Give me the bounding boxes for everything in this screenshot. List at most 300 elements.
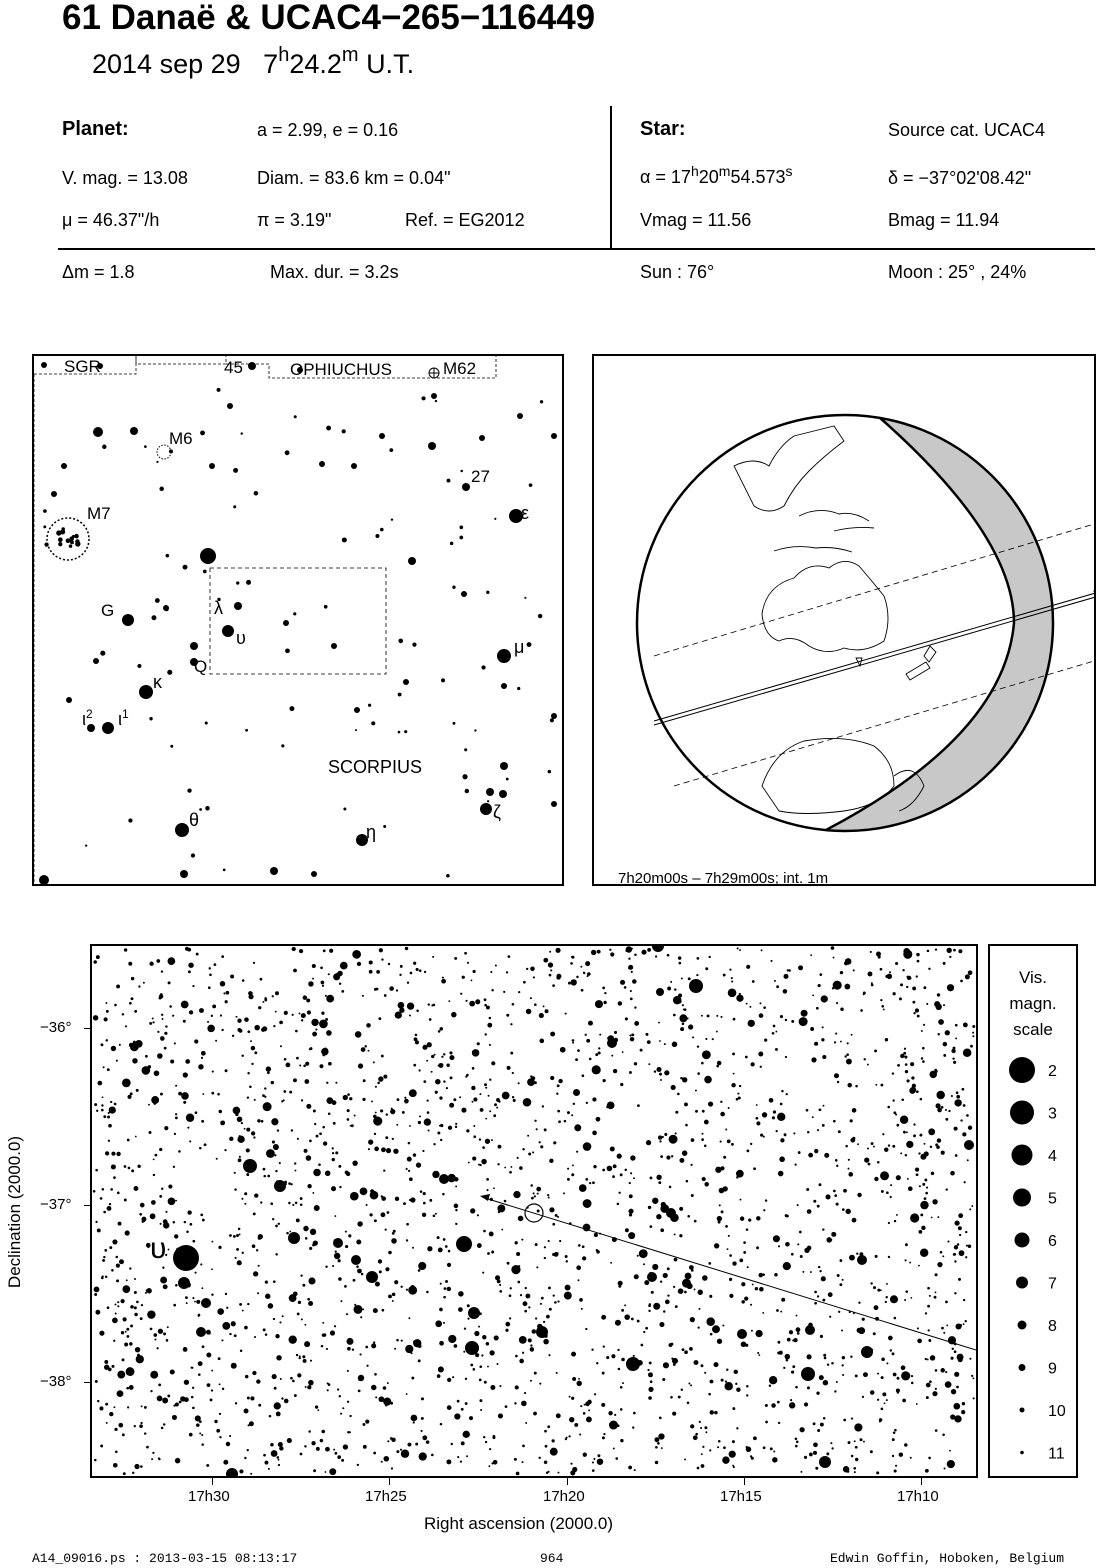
chart-star xyxy=(499,1385,501,1387)
chart-star xyxy=(681,977,683,979)
chart-star xyxy=(900,1116,908,1124)
chart-star xyxy=(942,1255,944,1257)
chart-star xyxy=(548,1197,550,1199)
finder-star xyxy=(464,748,467,751)
chart-star xyxy=(813,1451,817,1455)
chart-star xyxy=(634,1062,637,1065)
chart-star xyxy=(387,1382,389,1384)
chart-star xyxy=(655,1461,658,1464)
chart-star xyxy=(847,1083,852,1088)
chart-star xyxy=(572,1164,574,1166)
chart-star xyxy=(434,1054,436,1056)
chart-star xyxy=(473,1368,476,1371)
chart-star xyxy=(702,1446,704,1448)
chart-star xyxy=(322,1126,325,1129)
chart-star xyxy=(142,1066,151,1075)
chart-star xyxy=(916,1090,919,1093)
chart-star xyxy=(839,1259,842,1262)
chart-star xyxy=(953,949,956,952)
chart-star xyxy=(570,1470,575,1475)
finder-star xyxy=(446,874,450,878)
chart-star xyxy=(962,1088,965,1091)
chart-star xyxy=(534,1081,537,1084)
finder-star xyxy=(43,509,47,513)
chart-star xyxy=(773,1235,780,1242)
chart-star xyxy=(507,1066,511,1070)
chart-star xyxy=(295,1030,298,1033)
chart-star xyxy=(316,1447,320,1451)
chart-star xyxy=(426,1291,429,1294)
chart-star xyxy=(219,1383,221,1385)
chart-star xyxy=(387,1440,389,1442)
chart-star xyxy=(873,1146,875,1148)
chart-star xyxy=(952,1057,954,1059)
chart-star xyxy=(281,1100,283,1102)
y-tick: −38° xyxy=(40,1373,72,1390)
chart-star xyxy=(445,1280,448,1283)
chart-star xyxy=(304,1324,306,1326)
chart-star xyxy=(851,1417,853,1419)
chart-star xyxy=(378,1259,382,1263)
chart-star xyxy=(95,1169,98,1172)
chart-star xyxy=(697,957,700,960)
chart-star xyxy=(312,964,316,968)
chart-star xyxy=(886,1399,888,1401)
chart-star xyxy=(593,1165,596,1168)
finder-star xyxy=(529,483,533,487)
finder-star xyxy=(69,544,73,548)
chart-star xyxy=(173,1304,176,1307)
chart-star xyxy=(832,987,834,989)
chart-star xyxy=(550,969,552,971)
finder-star xyxy=(441,678,445,682)
chart-star xyxy=(237,1019,241,1023)
chart-star xyxy=(735,1383,737,1385)
finder-chart xyxy=(32,354,564,886)
chart-star xyxy=(620,1439,623,1442)
chart-star xyxy=(321,1345,324,1348)
chart-star xyxy=(936,1103,941,1108)
chart-star xyxy=(739,1259,743,1263)
chart-star xyxy=(910,1213,919,1222)
chart-star xyxy=(515,1355,518,1358)
finder-star xyxy=(156,461,158,463)
chart-star xyxy=(278,1464,280,1466)
chart-star xyxy=(198,1064,203,1069)
chart-star xyxy=(288,1202,291,1205)
chart-star xyxy=(628,1209,633,1214)
chart-star xyxy=(439,1367,442,1370)
chart-star xyxy=(127,1139,130,1142)
chart-star xyxy=(117,1305,119,1307)
chart-star xyxy=(631,1034,633,1036)
chart-star xyxy=(251,1063,253,1065)
chart-star xyxy=(817,1129,819,1131)
chart-star xyxy=(270,1202,273,1205)
chart-star xyxy=(140,1422,142,1424)
chart-star xyxy=(752,980,755,983)
scale-dot xyxy=(1013,1189,1031,1207)
chart-star xyxy=(571,1114,573,1116)
finder-star xyxy=(294,415,297,418)
chart-star xyxy=(93,1190,96,1193)
chart-star xyxy=(630,1037,635,1042)
chart-star xyxy=(219,1110,223,1114)
chart-star xyxy=(777,1341,780,1344)
chart-star xyxy=(340,1413,342,1415)
chart-star xyxy=(198,1373,201,1376)
chart-star xyxy=(698,1290,703,1295)
chart-star xyxy=(457,1456,459,1458)
chart-star xyxy=(530,997,532,999)
chart-star xyxy=(271,1081,274,1084)
chart-star xyxy=(544,1430,547,1433)
chart-star xyxy=(407,1003,414,1010)
chart-star xyxy=(929,1380,932,1383)
chart-star xyxy=(843,1189,847,1193)
chart-star xyxy=(275,1011,277,1013)
chart-star xyxy=(331,1186,336,1191)
chart-star xyxy=(366,1204,368,1206)
chart-star xyxy=(813,1442,818,1447)
chart-star xyxy=(530,1184,533,1187)
finder-star xyxy=(39,875,49,884)
chart-star xyxy=(310,1229,316,1235)
chart-star xyxy=(970,1045,973,1048)
chart-star xyxy=(807,1386,810,1389)
chart-star xyxy=(928,1339,931,1342)
chart-star xyxy=(495,964,497,966)
x-tick: 17h25 xyxy=(365,1488,407,1505)
chart-star xyxy=(772,1116,775,1119)
chart-star xyxy=(780,1103,783,1106)
chart-star xyxy=(758,1051,763,1056)
chart-star xyxy=(335,1250,337,1252)
chart-star xyxy=(219,1436,221,1438)
chart-star xyxy=(281,1397,283,1399)
chart-star xyxy=(107,1306,110,1309)
chart-star xyxy=(107,1206,112,1211)
chart-star xyxy=(292,947,296,951)
chart-star xyxy=(365,1419,369,1423)
chart-star xyxy=(467,1318,469,1320)
chart-star xyxy=(835,1033,837,1035)
chart-star xyxy=(173,1166,175,1168)
chart-star xyxy=(578,1244,581,1247)
chart-star xyxy=(817,1429,820,1432)
chart-star xyxy=(783,989,788,994)
chart-star xyxy=(103,1256,105,1258)
chart-star xyxy=(315,1028,317,1030)
chart-star xyxy=(905,1070,908,1073)
chart-star xyxy=(472,1067,475,1070)
chart-star xyxy=(358,1375,364,1381)
chart-star xyxy=(433,1004,436,1007)
chart-star xyxy=(515,1241,518,1244)
chart-star xyxy=(837,1274,840,1277)
chart-star xyxy=(955,1024,958,1027)
chart-star xyxy=(954,1099,961,1106)
chart-star xyxy=(697,1467,700,1470)
chart-star xyxy=(371,1343,376,1348)
chart-star xyxy=(967,1159,969,1161)
chart-star xyxy=(140,1465,143,1468)
chart-star xyxy=(117,1371,125,1379)
chart-star xyxy=(467,1244,470,1247)
chart-star xyxy=(608,1411,612,1415)
chart-star xyxy=(881,1190,884,1193)
chart-star xyxy=(164,1032,167,1035)
chart-star xyxy=(701,1364,704,1367)
chart-star xyxy=(96,1110,98,1112)
chart-star xyxy=(159,1195,162,1198)
chart-star xyxy=(270,1443,274,1447)
chart-star xyxy=(720,1101,722,1103)
chart-star xyxy=(949,1450,951,1452)
chart-star xyxy=(748,1218,751,1221)
chart-star xyxy=(482,1335,486,1339)
chart-star xyxy=(111,1152,115,1156)
chart-star xyxy=(288,1335,296,1343)
chart-star xyxy=(163,1332,166,1335)
chart-star xyxy=(304,1079,309,1084)
chart-star xyxy=(886,1362,888,1364)
finder-star xyxy=(486,788,494,796)
chart-star xyxy=(604,992,606,994)
chart-star xyxy=(114,1428,117,1431)
chart-star xyxy=(435,1091,438,1094)
chart-star xyxy=(631,1318,634,1321)
chart-star xyxy=(247,1072,249,1074)
chart-star xyxy=(124,948,127,951)
chart-star xyxy=(896,1214,898,1216)
chart-star xyxy=(502,1092,510,1100)
chart-star xyxy=(475,999,480,1004)
chart-star xyxy=(328,1112,331,1115)
chart-star xyxy=(187,1247,190,1250)
chart-star xyxy=(306,998,310,1002)
chart-star xyxy=(890,1184,892,1186)
chart-star xyxy=(304,1445,306,1447)
chart-star xyxy=(543,1005,545,1007)
chart-star xyxy=(99,1331,104,1336)
chart-star xyxy=(284,1058,287,1061)
chart-star xyxy=(427,1246,432,1251)
label-m62: M62 xyxy=(443,359,477,378)
chart-star xyxy=(244,1192,247,1195)
chart-star xyxy=(134,1010,137,1013)
chart-star xyxy=(717,1061,721,1065)
chart-star xyxy=(114,1004,117,1007)
chart-star xyxy=(729,969,731,971)
chart-star xyxy=(951,1357,954,1360)
chart-star xyxy=(799,1231,802,1234)
chart-star xyxy=(577,1049,580,1052)
chart-star xyxy=(383,1398,391,1406)
chart-star xyxy=(814,1042,818,1046)
chart-star xyxy=(673,1363,676,1366)
chart-star xyxy=(164,1126,168,1130)
chart-star xyxy=(129,1342,133,1346)
chart-star xyxy=(822,1124,825,1127)
chart-star xyxy=(265,1281,268,1284)
chart-star xyxy=(661,1447,663,1449)
finder-star xyxy=(428,442,436,450)
chart-star xyxy=(260,978,263,981)
chart-star xyxy=(404,1097,406,1099)
chart-star xyxy=(893,1431,896,1434)
chart-star xyxy=(818,1266,820,1268)
chart-star xyxy=(682,1022,685,1025)
chart-star xyxy=(266,1149,275,1158)
chart-star xyxy=(262,1026,267,1031)
chart-star xyxy=(107,1068,110,1071)
chart-star xyxy=(173,1221,175,1223)
scale-dot xyxy=(1009,1057,1035,1083)
finder-star xyxy=(486,591,489,594)
chart-star xyxy=(731,1083,735,1087)
chart-star xyxy=(888,1336,893,1341)
chart-star xyxy=(743,1241,746,1244)
chart-star xyxy=(499,1290,502,1293)
chart-star xyxy=(359,1353,361,1355)
chart-star xyxy=(648,1304,651,1307)
chart-star xyxy=(871,1142,874,1145)
chart-star xyxy=(549,951,551,953)
finder-star xyxy=(431,393,437,399)
chart-star xyxy=(785,1056,787,1058)
chart-star xyxy=(115,1450,118,1453)
chart-star xyxy=(387,1211,390,1214)
finder-star xyxy=(389,448,393,452)
chart-star xyxy=(959,1324,962,1327)
chart-star xyxy=(583,972,585,974)
chart-star xyxy=(928,1329,930,1331)
chart-star xyxy=(567,1178,570,1181)
chart-star xyxy=(315,1405,318,1408)
chart-star xyxy=(153,1174,155,1176)
chart-star xyxy=(659,1417,662,1420)
chart-star xyxy=(333,1449,335,1451)
chart-star xyxy=(461,1441,465,1445)
chart-star xyxy=(871,1349,873,1351)
chart-star xyxy=(658,1181,661,1184)
chart-star xyxy=(113,1340,115,1342)
chart-star xyxy=(523,1098,532,1107)
chart-star xyxy=(899,1452,903,1456)
chart-star xyxy=(935,1291,937,1293)
chart-star xyxy=(611,1055,613,1057)
chart-star xyxy=(297,1138,299,1140)
chart-star xyxy=(909,1088,915,1094)
chart-star xyxy=(509,1171,512,1174)
chart-star xyxy=(129,1002,132,1005)
chart-star xyxy=(694,1220,697,1223)
finder-star xyxy=(517,413,523,419)
x-tick: 17h10 xyxy=(897,1488,939,1505)
chart-star xyxy=(121,1331,124,1334)
chart-star xyxy=(795,1386,798,1389)
chart-star xyxy=(858,1302,860,1304)
chart-star xyxy=(504,1200,507,1203)
chart-star xyxy=(401,1340,403,1342)
chart-star xyxy=(819,1270,821,1272)
chart-star xyxy=(136,1089,139,1092)
chart-star xyxy=(585,1328,587,1330)
chart-star xyxy=(722,1324,724,1326)
chart-star xyxy=(115,1303,117,1305)
chart-star xyxy=(488,1465,490,1467)
chart-star xyxy=(889,971,891,973)
chart-star xyxy=(686,1283,692,1289)
chart-star xyxy=(94,1293,97,1296)
chart-star xyxy=(935,1429,938,1432)
chart-star xyxy=(250,1396,254,1400)
chart-star xyxy=(618,1281,623,1286)
chart-star xyxy=(599,1034,601,1036)
chart-star xyxy=(279,1021,283,1025)
chart-star xyxy=(940,1251,943,1254)
chart-star xyxy=(770,960,772,962)
chart-star xyxy=(751,1330,753,1332)
chart-star xyxy=(119,1259,124,1264)
chart-star xyxy=(920,1154,926,1160)
chart-star xyxy=(876,1471,879,1474)
chart-star xyxy=(628,958,630,960)
chart-star xyxy=(379,948,383,952)
chart-star xyxy=(418,1269,421,1272)
footer-file: A14_09016.ps : 2013-03-15 08:13:17 xyxy=(32,1551,298,1566)
chart-star xyxy=(906,1079,909,1082)
chart-star xyxy=(836,1165,838,1167)
chart-star xyxy=(829,1316,831,1318)
chart-star xyxy=(936,1091,944,1099)
chart-star xyxy=(801,1471,803,1473)
chart-star xyxy=(795,1437,798,1440)
chart-star xyxy=(900,1152,902,1154)
chart-star xyxy=(746,965,750,969)
y-tickmark xyxy=(84,1382,92,1383)
chart-star xyxy=(675,1132,677,1134)
chart-star xyxy=(848,1172,853,1177)
chart-star xyxy=(326,1082,328,1084)
finder-star xyxy=(183,565,188,570)
finder-star xyxy=(200,548,216,564)
chart-star xyxy=(941,1106,944,1109)
chart-star xyxy=(926,1383,931,1388)
chart-star xyxy=(211,1015,213,1017)
chart-star xyxy=(797,1243,799,1245)
chart-star xyxy=(818,984,821,987)
finder-star xyxy=(460,470,463,473)
chart-star xyxy=(299,1064,301,1066)
chart-star xyxy=(801,1367,815,1381)
chart-star xyxy=(719,1204,721,1206)
chart-star xyxy=(822,1055,826,1059)
label-zeta: ζ xyxy=(493,802,501,822)
chart-star xyxy=(831,1447,833,1449)
star-vmag: Vmag = 11.56 xyxy=(640,210,752,230)
chart-star xyxy=(694,1288,696,1290)
chart-star xyxy=(671,1358,673,1360)
scale-dot xyxy=(1016,1277,1028,1289)
chart-star xyxy=(758,1354,760,1356)
chart-star xyxy=(943,1004,945,1006)
chart-star xyxy=(568,982,571,985)
label-epsilon: ε xyxy=(521,503,530,523)
chart-star xyxy=(162,1267,164,1269)
chart-star xyxy=(831,1362,834,1365)
